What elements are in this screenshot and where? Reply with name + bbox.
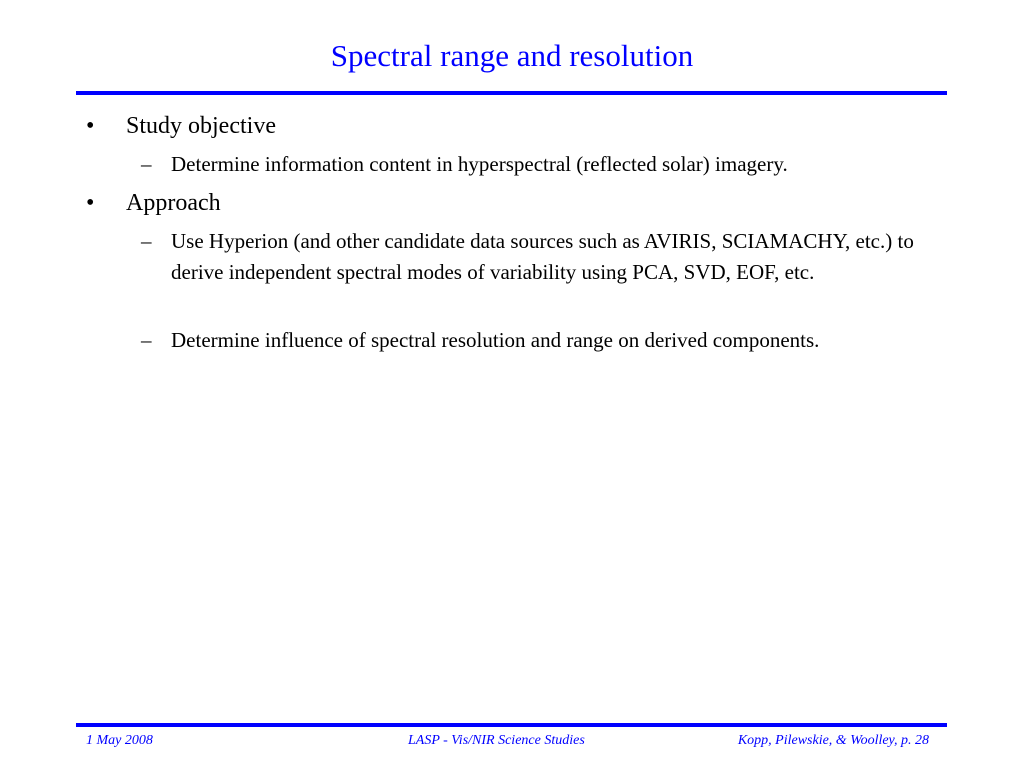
slide-title: Spectral range and resolution <box>330 38 694 73</box>
footer-divider <box>76 723 947 727</box>
bullet-marker: • <box>86 113 95 139</box>
title-divider <box>76 91 947 95</box>
footer-authors-page: Kopp, Pilewskie, & Woolley, p. 28 <box>737 733 929 748</box>
sub-bullet-marker: – <box>141 229 152 253</box>
sub-bullet-marker: – <box>141 328 152 352</box>
bullet-study-objective: Study objective <box>126 113 276 139</box>
bullet-approach: Approach <box>126 190 221 216</box>
sub-bullet-hyperion: Use Hyperion (and other candidate data sources such as AVIRIS, SCIAMACHY, etc.) to derive independent spectral modes of variability using PCA, SVD, EOF, etc. <box>171 229 914 284</box>
sub-bullet-information-content: Determine information content in hyperspectral (reflected solar) imagery. <box>171 152 788 176</box>
sub-bullet-spectral-resolution: Determine influence of spectral resolution and range on derived components. <box>171 328 820 352</box>
footer-title: LASP - Vis/NIR Science Studies <box>408 733 585 748</box>
bullet-marker: • <box>86 190 95 216</box>
sub-bullet-marker: – <box>141 152 152 176</box>
footer-date: 1 May 2008 <box>86 733 153 748</box>
